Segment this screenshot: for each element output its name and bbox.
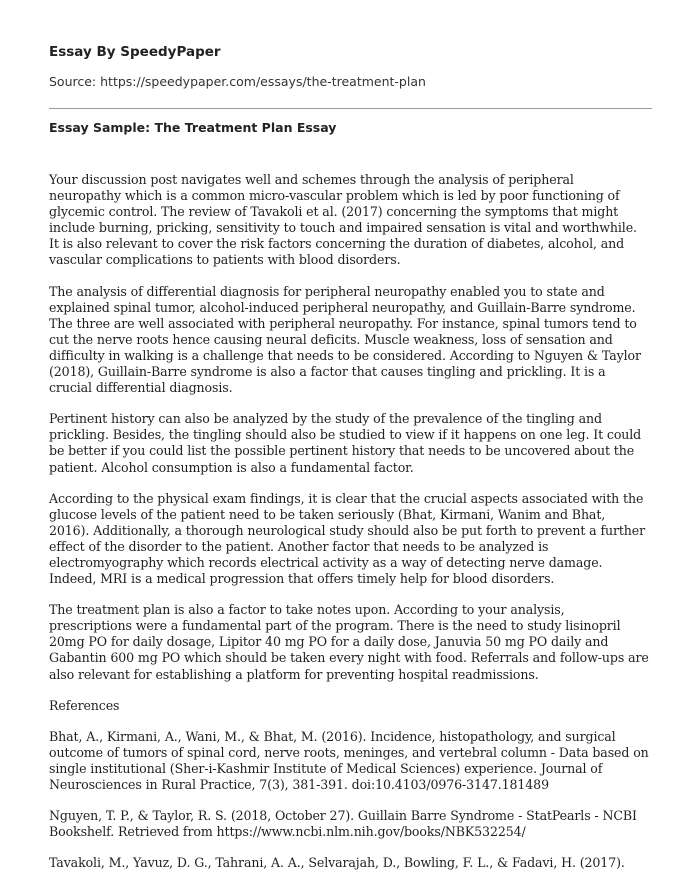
divider (49, 108, 652, 109)
paragraph: Pertinent history can also be analyzed by the study of the prevalence of the tingling and prickling. Besides, the tingling should also be studied to view if it happens on one leg. It could be better if you could list the possible pertinent history that needs to be uncovered about the patient. Alcohol consumption is also a fundamental factor. (49, 411, 642, 475)
source-line: Source: https://speedypaper.com/essays/the-treatment-plan (49, 74, 426, 89)
reference-entry: Bhat, A., Kirmani, A., Wani, M., & Bhat, M. (2016). Incidence, histopathology, and surgical outcome of tumors of spinal cord, nerve roots, meninges, and vertebral column - Data based on single institutional (Sher-i-Kashmir Institute of Medical Sciences) experience. Journal of Neurosciences in Rural Practice, 7(3), 381-391. doi:10.4103/0976-3147.181489 (49, 728, 649, 792)
paragraph: The treatment plan is also a factor to take notes upon. According to your analysis, prescriptions were a fundamental part of the program. There is the need to study lisinopril 20mg PO for daily dosage, Lipitor 40 mg PO for a daily dose, Januvia 50 mg PO daily and Gabantin 600 mg PO which should be taken every night with food. Referrals and follow-ups are also relevant for establishing a platform for preventing hospital readmissions. (49, 602, 649, 682)
paragraph: The analysis of differential diagnosis for peripheral neuropathy enabled you to state and explained spinal tumor, alcohol-induced peripheral neuropathy, and Guillain-Barre syndrome. The three are well associated with peripheral neuropathy. For instance, spinal tumors tend to cut the nerve roots hence causing neural deficits. Muscle weakness, loss of sensation and difficulty in walking is a challenge that needs to be considered. According to Nguyen & Taylor (2018), Guillain-Barre syndrome is also a factor that causes tingling and prickling. It is a crucial differential diagnosis. (49, 283, 641, 396)
site-title: Essay By SpeedyPaper (49, 44, 221, 60)
reference-entry: Tavakoli, M., Yavuz, D. G., Tahrani, A. A., Selvarajah, D., Bowling, F. L., & Fadavi, H. (2017). (49, 855, 625, 871)
paragraph: According to the physical exam findings, it is clear that the crucial aspects associated with the glucose levels of the patient need to be taken seriously (Bhat, Kirmani, Wanim and Bhat, 2016). Additionally, a thorough neurological study should also be put forth to prevent a further effect of the disorder to the patient. Another factor that needs to be analyzed is electromyography which records electrical activity as a way of detecting nerve damage. Indeed, MRI is a medical progression that offers timely help for blood disorders. (49, 490, 646, 587)
essay-body (49, 172, 649, 886)
references-heading: References (49, 697, 120, 713)
reference-entry: Nguyen, T. P., & Taylor, R. S. (2018, October 27). Guillain Barre Syndrome - StatPearls - NCBI Bookshelf. Retrieved from https://www.ncbi.nlm.nih.gov/books/NBK532254/ (49, 808, 637, 840)
essay-title: Essay Sample: The Treatment Plan Essay (49, 120, 337, 135)
paragraph: Your discussion post navigates well and schemes through the analysis of peripheral neuropathy which is a common micro-vascular problem which is led by poor functioning of glycemic control. The review of Tavakoli et al. (2017) concerning the symptoms that might include burning, pricking, sensitivity to touch and impaired sensation is vital and worthwhile. It is also relevant to cover the risk factors concerning the duration of diabetes, alcohol, and vascular complications to patients with blood disorders. (49, 172, 637, 268)
